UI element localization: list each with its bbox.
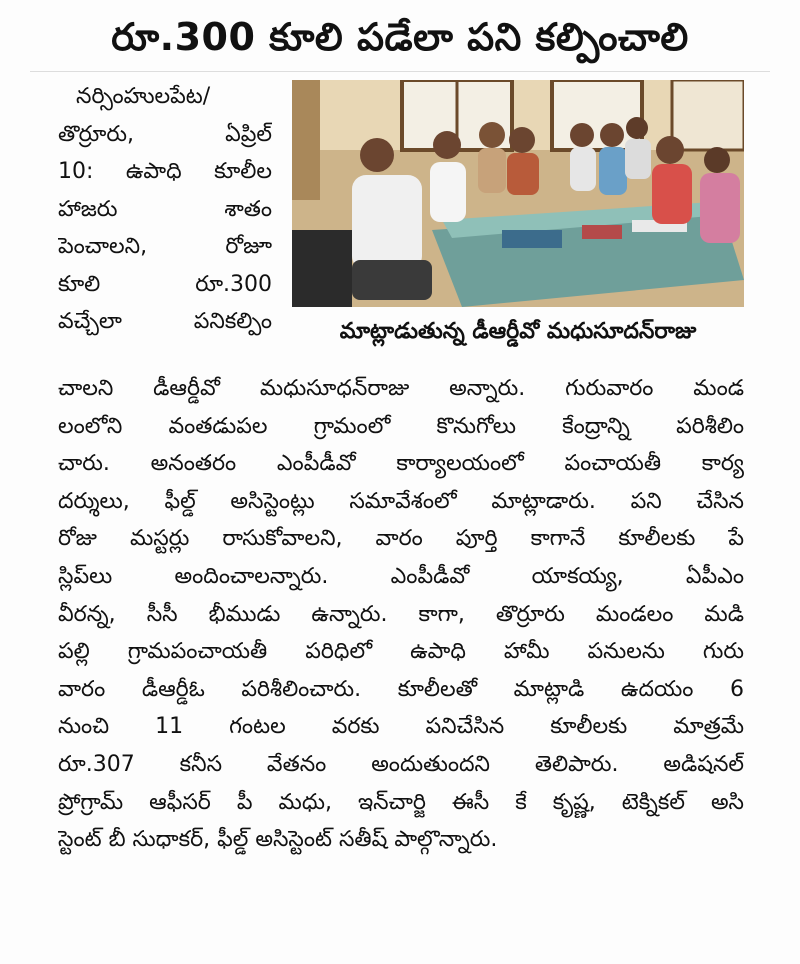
intro-line: వచ్చేలా పనికల్పిం	[58, 309, 272, 334]
body-line: పల్లి గ్రామపంచాయతీ పరిధిలో ఉపాధి హామీ పనులను గురు	[58, 639, 744, 665]
body-line: ప్రోగ్రామ్ ఆఫీసర్ పీ మధు, ఇన్‌చార్జి ఈసీ కే కృష్ణ, టెక్నికల్ అసి	[58, 789, 744, 815]
article-body	[58, 370, 744, 859]
body-line: లంలోని వంతడుపల గ్రామంలో కొనుగోలు కేంద్రాన్ని పరిశీలిం	[58, 413, 744, 439]
body-line: నుంచి 11 గంటల వరకు పనిచేసిన కూలీలకు మాత్రమే	[58, 714, 744, 740]
intro-line: పెంచాలని, రోజూ	[58, 234, 272, 259]
intro-line: నర్సింహులపేట/	[76, 84, 211, 109]
intro-line: కూలి రూ.300	[58, 271, 272, 297]
body-line: స్లిప్‌లు అందించాలన్నారు. ఎంపీడీవో యాకయ్య, ఏపీఎం	[58, 563, 744, 589]
body-line: స్టెంట్ బీ సుధాకర్, ఫీల్డ్ అసిస్టెంట్ సతీష్ పాల్గొన్నారు.	[58, 827, 498, 853]
headline: రూ.300 కూలి పడేలా పని కల్పించాలి	[111, 15, 689, 59]
body-line: రోజు మస్టర్లు రాసుకోవాలని, వారం పూర్తి కాగానే కూలీలకు పే	[58, 526, 744, 552]
intro-line: 10: ఉపాధి కూలీల	[58, 159, 272, 184]
intro-column	[58, 78, 272, 341]
intro-line: తొర్రూరు, ఏప్రిల్	[58, 121, 272, 147]
intro-line: హాజరు శాతం	[58, 196, 272, 222]
body-line: చాలని డీఆర్డీవో మధుసూధన్‌రాజు అన్నారు. గురువారం మండ	[58, 376, 744, 401]
body-line: దర్శులు, ఫీల్డ్ అసిస్టెంట్లు సమావేశంలో మాట్లాడారు. పని చేసిన	[58, 488, 744, 514]
body-line: వారం డీఆర్డీఓ పరిశీలించారు. కూలీలతో మాట్లాడి ఉదయం 6	[58, 676, 744, 702]
headline-divider	[30, 71, 770, 72]
meeting-photo	[292, 80, 744, 307]
body-line: రూ.307 కనీస వేతనం అందుతుందని తెలిపారు. అడిషనల్	[58, 751, 744, 777]
photo-caption: మాట్లాడుతున్న డీఆర్డీవో మధుసూదన్‌రాజు	[339, 319, 697, 344]
body-line: వీరన్న, సీసీ భీముడు ఉన్నారు. కాగా, తొర్రూరు మండలం మడి	[58, 601, 744, 627]
body-line: చారు. అనంతరం ఎంపీడీవో కార్యాలయంలో పంచాయతీ కార్య	[58, 451, 744, 477]
